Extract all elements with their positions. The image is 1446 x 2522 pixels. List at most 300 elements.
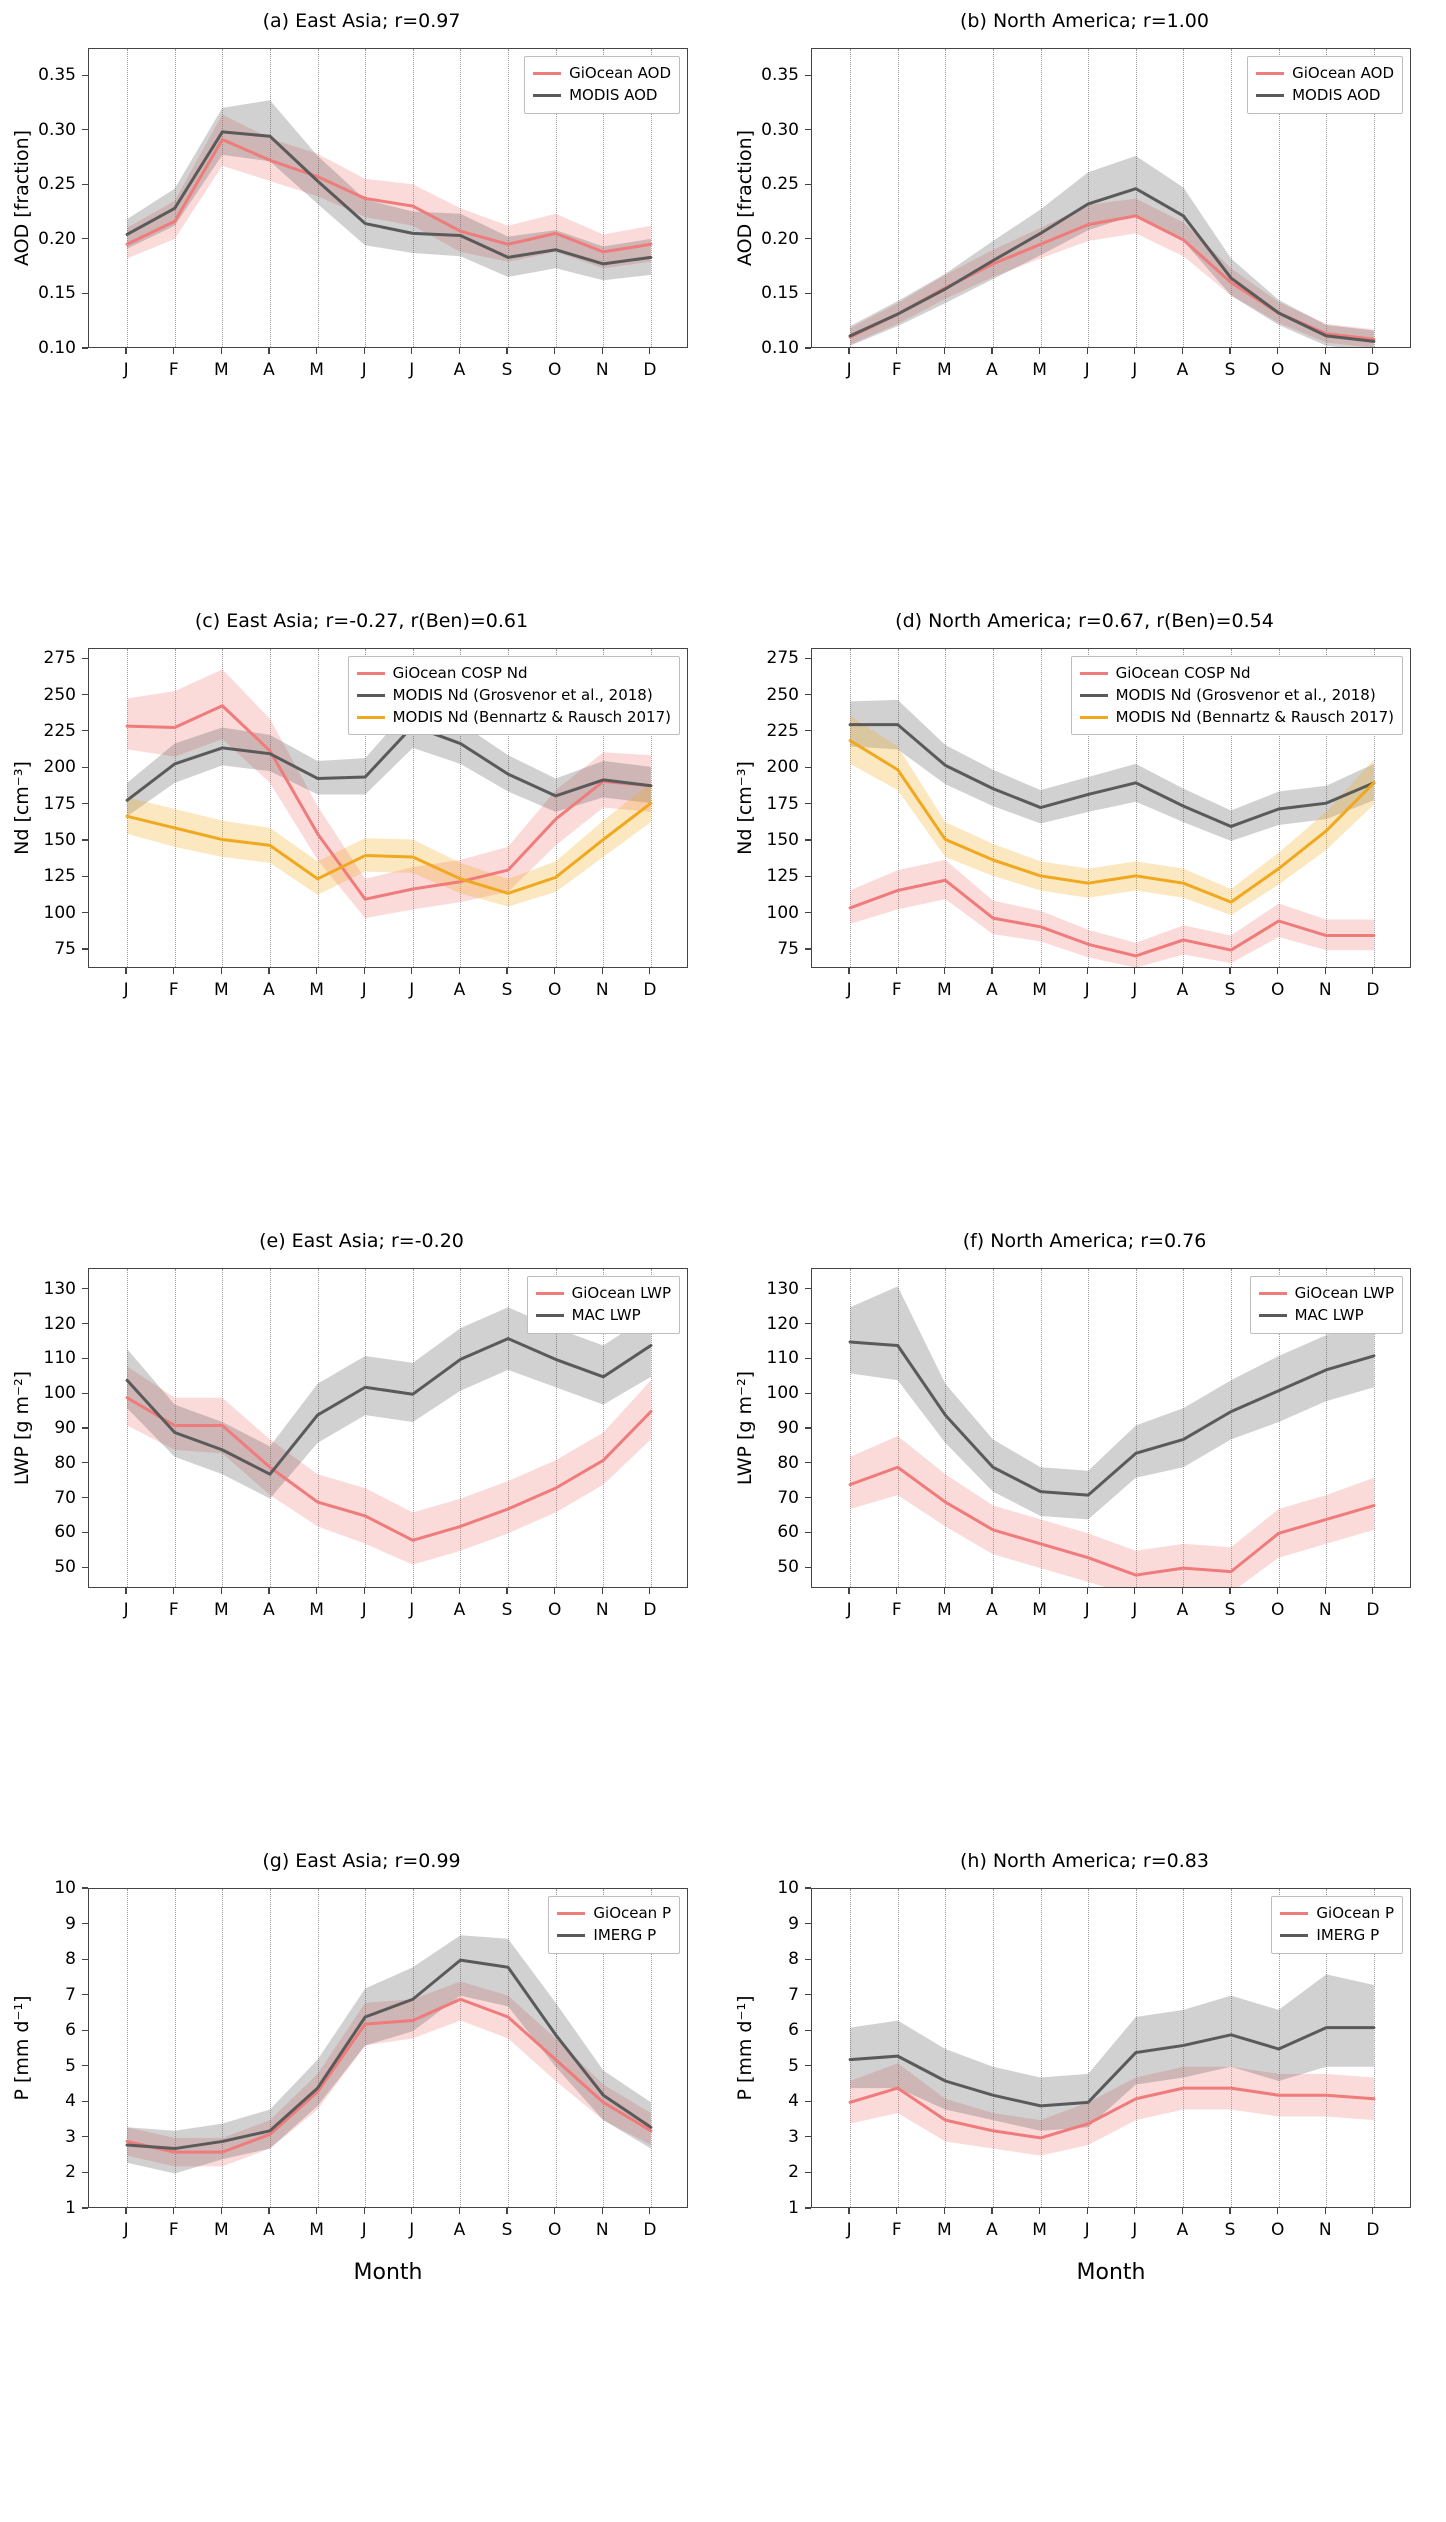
x-tick-label: J (1084, 1600, 1090, 1620)
x-tick-mark (411, 2208, 412, 2214)
x-tick-label: A (453, 2220, 466, 2240)
y-tick-mark (82, 1462, 88, 1463)
legend-swatch (1080, 694, 1108, 697)
x-tick-label: F (168, 360, 179, 380)
x-tick-label: M (1032, 360, 1047, 380)
x-tick-label: A (263, 360, 275, 380)
y-tick-label: 1 (65, 2198, 76, 2218)
legend-swatch (357, 672, 385, 675)
legend-item (1259, 1305, 1394, 1327)
y-tick-label: 0.20 (761, 228, 799, 249)
legend-swatch (1256, 72, 1284, 75)
x-tick-label: F (891, 980, 902, 1000)
x-tick-label: S (1224, 980, 1236, 1000)
x-tick-label: D (1366, 980, 1380, 1000)
chart-panel-f (723, 1220, 1446, 1840)
x-tick-mark (649, 2208, 650, 2214)
legend-swatch (1280, 1912, 1308, 1915)
x-tick-label: J (1084, 980, 1090, 1000)
x-axis-label-h: Month (1076, 2260, 1146, 2285)
legend-swatch (536, 1292, 564, 1295)
x-tick-mark (1039, 1588, 1040, 1594)
x-tick-mark (896, 1588, 897, 1594)
x-tick-label: J (1132, 360, 1138, 380)
y-tick-mark (805, 1994, 811, 1995)
y-tick-mark (82, 730, 88, 731)
y-tick-mark (805, 658, 811, 659)
y-tick-label: 100 (766, 1383, 799, 1404)
x-tick-mark (1134, 1588, 1135, 1594)
x-tick-label: M (309, 1600, 324, 1620)
y-tick-mark (82, 1567, 88, 1568)
x-tick-label: M (1032, 980, 1047, 1000)
y-tick-mark (82, 694, 88, 695)
x-tick-mark (1277, 2208, 1278, 2214)
x-tick-label: F (891, 2220, 902, 2240)
y-tick-label: 3 (65, 2126, 76, 2147)
y-tick-label: 0.10 (38, 338, 76, 358)
y-tick-label: 80 (777, 1452, 799, 1473)
x-tick-label: J (409, 2220, 415, 2240)
y-tick-label: 225 (43, 720, 76, 741)
y-tick-label: 10 (54, 1878, 76, 1898)
y-tick-mark (82, 1427, 88, 1428)
y-tick-label: 5 (65, 2055, 76, 2076)
legend-item (1280, 1925, 1394, 1947)
x-tick-mark (944, 968, 945, 974)
panel-title-d: (d) North America; r=0.67, r(Ben)=0.54 (895, 610, 1274, 632)
x-tick-mark (221, 2208, 222, 2214)
x-tick-mark (848, 1588, 849, 1594)
x-tick-label: J (361, 980, 367, 1000)
x-tick-mark (848, 968, 849, 974)
x-tick-mark (554, 348, 555, 354)
legend-e (527, 1276, 680, 1334)
x-tick-mark (1182, 348, 1183, 354)
x-tick-mark (125, 2208, 126, 2214)
y-tick-mark (82, 912, 88, 913)
x-tick-label: S (501, 1600, 513, 1620)
legend-item (1080, 663, 1394, 685)
y-tick-mark (805, 1427, 811, 1428)
x-tick-mark (459, 348, 460, 354)
y-tick-mark (82, 2136, 88, 2137)
legend-swatch (1259, 1314, 1287, 1317)
y-tick-label: 2 (65, 2162, 76, 2183)
y-tick-mark (82, 2207, 88, 2208)
x-tick-mark (1182, 2208, 1183, 2214)
y-tick-mark (82, 1532, 88, 1533)
x-tick-label: A (1176, 1600, 1189, 1620)
legend-label: MODIS AOD (569, 85, 658, 104)
y-tick-mark (805, 1323, 811, 1324)
y-tick-mark (82, 658, 88, 659)
legend-item (357, 707, 671, 729)
legend-swatch (1259, 1292, 1287, 1295)
legend-g (548, 1896, 680, 1954)
x-tick-label: F (891, 1600, 902, 1620)
x-tick-mark (268, 968, 269, 974)
x-tick-label: M (309, 980, 324, 1000)
y-tick-mark (805, 1288, 811, 1289)
x-tick-label: D (643, 360, 657, 380)
x-tick-mark (991, 2208, 992, 2214)
y-tick-label: 5 (788, 2055, 799, 2076)
y-tick-mark (82, 2030, 88, 2031)
x-tick-mark (944, 1588, 945, 1594)
y-tick-mark (82, 839, 88, 840)
x-tick-mark (649, 348, 650, 354)
x-tick-label: J (123, 360, 129, 380)
y-tick-mark (82, 75, 88, 76)
y-tick-label: 250 (43, 684, 76, 705)
x-tick-label: S (1224, 360, 1236, 380)
x-tick-label: J (123, 1600, 129, 1620)
y-tick-mark (82, 293, 88, 294)
x-tick-label: A (453, 360, 466, 380)
x-tick-mark (602, 2208, 603, 2214)
x-tick-label: A (263, 2220, 275, 2240)
y-axis-label-b: AOD [fraction] (734, 129, 756, 267)
y-tick-label: 110 (43, 1348, 76, 1369)
y-tick-mark (805, 1462, 811, 1463)
panel-title-h: (h) North America; r=0.83 (960, 1850, 1209, 1872)
x-tick-mark (364, 968, 365, 974)
x-tick-mark (1229, 1588, 1230, 1594)
y-tick-label: 9 (65, 1913, 76, 1934)
legend-label: GiOcean COSP Nd (1115, 664, 1251, 682)
y-tick-label: 275 (766, 648, 799, 669)
x-tick-mark (268, 1588, 269, 1594)
legend-item (357, 663, 671, 685)
x-tick-mark (1372, 968, 1373, 974)
y-tick-label: 6 (788, 2020, 799, 2041)
x-tick-label: M (213, 360, 229, 380)
y-tick-mark (82, 238, 88, 239)
x-tick-mark (221, 1588, 222, 1594)
y-axis-label-g: P [mm d⁻¹] (11, 1995, 33, 2101)
y-tick-label: 0.25 (761, 174, 799, 195)
x-tick-label: N (1318, 2220, 1332, 2240)
y-tick-label: 0.10 (761, 338, 799, 358)
x-tick-label: A (986, 1600, 998, 1620)
x-tick-label: J (1084, 360, 1090, 380)
x-tick-label: N (1318, 980, 1332, 1000)
x-tick-mark (1134, 2208, 1135, 2214)
y-tick-label: 4 (788, 2091, 799, 2112)
x-tick-mark (1087, 968, 1088, 974)
legend-item (1080, 685, 1394, 707)
x-tick-mark (411, 348, 412, 354)
legend-label: GiOcean AOD (1292, 64, 1394, 82)
y-tick-label: 0.35 (38, 65, 76, 86)
y-tick-mark (805, 2172, 811, 2173)
y-tick-mark (805, 1887, 811, 1888)
y-tick-mark (805, 1497, 811, 1498)
y-axis-label-f: LWP [g m⁻²] (734, 1370, 756, 1486)
y-tick-label: 125 (766, 866, 799, 887)
y-tick-label: 100 (43, 1383, 76, 1404)
y-tick-label: 250 (766, 684, 799, 705)
y-tick-label: 150 (766, 830, 799, 850)
x-tick-mark (1039, 2208, 1040, 2214)
chart-panel-h (723, 1840, 1446, 2522)
legend-label: GiOcean P (1316, 1904, 1394, 1922)
x-tick-label: J (409, 1600, 415, 1620)
x-axis-label-g: Month (353, 2260, 423, 2285)
legend-h (1271, 1896, 1403, 1954)
x-tick-label: A (1176, 980, 1189, 1000)
y-tick-label: 90 (777, 1418, 799, 1438)
legend-swatch (533, 72, 561, 75)
y-tick-mark (805, 184, 811, 185)
y-tick-label: 7 (65, 1984, 76, 2005)
y-tick-label: 0.15 (38, 283, 76, 304)
y-tick-mark (805, 347, 811, 348)
y-tick-label: 150 (43, 830, 76, 850)
x-tick-label: A (986, 2220, 998, 2240)
y-tick-label: 60 (54, 1522, 76, 1543)
x-tick-label: J (846, 360, 852, 380)
y-tick-label: 50 (777, 1557, 799, 1578)
x-tick-label: J (1132, 1600, 1138, 1620)
x-tick-mark (125, 1588, 126, 1594)
x-tick-label: J (846, 1600, 852, 1620)
x-tick-mark (316, 1588, 317, 1594)
x-tick-label: J (1132, 980, 1138, 1000)
legend-swatch (536, 1314, 564, 1317)
x-tick-label: J (846, 2220, 852, 2240)
x-tick-label: J (361, 2220, 367, 2240)
y-tick-mark (82, 1497, 88, 1498)
legend-label: GiOcean LWP (1294, 1284, 1394, 1302)
x-tick-mark (1325, 348, 1326, 354)
y-tick-mark (805, 767, 811, 768)
chart-panel-a (0, 0, 723, 600)
x-tick-label: A (263, 1600, 275, 1620)
y-tick-mark (82, 948, 88, 949)
y-tick-mark (805, 2065, 811, 2066)
legend-label: GiOcean COSP Nd (392, 664, 528, 682)
x-tick-mark (316, 968, 317, 974)
y-tick-mark (82, 1358, 88, 1359)
y-tick-mark (805, 1393, 811, 1394)
x-tick-mark (125, 968, 126, 974)
legend-b (1247, 56, 1403, 114)
x-tick-mark (1372, 2208, 1373, 2214)
x-tick-mark (602, 968, 603, 974)
x-tick-label: D (1366, 360, 1380, 380)
x-tick-mark (944, 348, 945, 354)
y-tick-label: 75 (777, 939, 799, 960)
y-tick-mark (82, 2065, 88, 2066)
y-tick-label: 0.20 (38, 228, 76, 249)
y-tick-label: 0.15 (761, 283, 799, 304)
panel-title-b: (b) North America; r=1.00 (960, 10, 1209, 32)
y-tick-label: 0.30 (38, 119, 76, 140)
x-tick-label: S (1224, 2220, 1236, 2240)
y-axis-label-a: AOD [fraction] (11, 129, 33, 267)
legend-label: MAC LWP (571, 1305, 641, 1324)
x-tick-label: J (123, 980, 129, 1000)
legend-swatch (357, 694, 385, 697)
x-tick-label: A (1176, 360, 1189, 380)
x-tick-mark (554, 1588, 555, 1594)
legend-label: GiOcean LWP (571, 1284, 671, 1302)
x-tick-label: N (595, 980, 609, 1000)
x-tick-label: S (501, 360, 513, 380)
x-tick-mark (848, 2208, 849, 2214)
x-tick-mark (316, 2208, 317, 2214)
x-tick-label: J (361, 1600, 367, 1620)
chart-panel-d (723, 600, 1446, 1220)
y-tick-mark (805, 803, 811, 804)
legend-swatch (1256, 94, 1284, 97)
y-tick-label: 50 (54, 1557, 76, 1578)
x-tick-mark (896, 2208, 897, 2214)
x-tick-mark (459, 2208, 460, 2214)
y-tick-label: 275 (43, 648, 76, 669)
x-tick-mark (364, 348, 365, 354)
y-tick-label: 120 (766, 1313, 799, 1334)
legend-item (1256, 85, 1394, 107)
x-tick-mark (991, 968, 992, 974)
y-tick-label: 75 (54, 939, 76, 960)
legend-item (557, 1925, 671, 1947)
chart-panel-b (723, 0, 1446, 600)
x-tick-label: O (547, 2220, 562, 2240)
y-tick-label: 1 (788, 2198, 799, 2218)
x-tick-label: D (643, 1600, 657, 1620)
y-tick-label: 100 (43, 902, 76, 923)
legend-label: MODIS Nd (Grosvenor et al., 2018) (1115, 685, 1376, 704)
x-tick-mark (1229, 348, 1230, 354)
y-tick-label: 8 (788, 1949, 799, 1970)
y-tick-mark (82, 1393, 88, 1394)
x-tick-mark (1277, 968, 1278, 974)
y-tick-mark (805, 694, 811, 695)
x-tick-label: J (846, 980, 852, 1000)
y-tick-label: 130 (43, 1278, 76, 1299)
legend-label: MODIS Nd (Grosvenor et al., 2018) (392, 685, 653, 704)
x-tick-label: D (1366, 1600, 1380, 1620)
y-tick-mark (82, 1994, 88, 1995)
legend-label: IMERG P (593, 1925, 657, 1944)
x-tick-mark (364, 2208, 365, 2214)
chart-panel-g (0, 1840, 723, 2522)
x-tick-mark (1277, 348, 1278, 354)
x-tick-label: M (309, 2220, 324, 2240)
x-tick-mark (125, 348, 126, 354)
x-tick-label: J (1132, 2220, 1138, 2240)
y-tick-mark (82, 876, 88, 877)
y-tick-mark (82, 1923, 88, 1924)
y-tick-mark (82, 129, 88, 130)
legend-item (1259, 1283, 1394, 1305)
chart-panel-c (0, 600, 723, 1220)
legend-item (536, 1283, 671, 1305)
y-tick-mark (82, 767, 88, 768)
y-tick-label: 175 (43, 793, 76, 814)
x-tick-mark (1229, 968, 1230, 974)
y-axis-label-c: Nd [cm⁻³] (11, 761, 33, 855)
legend-label: MODIS Nd (Bennartz & Rausch 2017) (1115, 707, 1394, 726)
y-tick-mark (805, 948, 811, 949)
legend-swatch (357, 716, 385, 719)
y-tick-label: 225 (766, 720, 799, 741)
y-axis-label-e: LWP [g m⁻²] (11, 1370, 33, 1486)
legend-label: MAC LWP (1294, 1305, 1364, 1324)
x-tick-label: O (547, 980, 562, 1000)
x-tick-mark (173, 968, 174, 974)
x-tick-label: O (1270, 980, 1285, 1000)
x-tick-mark (268, 348, 269, 354)
y-tick-mark (805, 129, 811, 130)
legend-d (1071, 656, 1403, 735)
legend-c (348, 656, 680, 735)
y-tick-label: 0.30 (761, 119, 799, 140)
x-tick-label: D (643, 980, 657, 1000)
y-tick-label: 80 (54, 1452, 76, 1473)
y-tick-label: 60 (777, 1522, 799, 1543)
y-tick-mark (805, 1358, 811, 1359)
legend-label: GiOcean AOD (569, 64, 671, 82)
y-tick-mark (82, 184, 88, 185)
x-tick-mark (1039, 968, 1040, 974)
y-tick-mark (805, 1532, 811, 1533)
y-axis-label-d: Nd [cm⁻³] (734, 761, 756, 855)
x-tick-label: F (168, 980, 179, 1000)
x-tick-label: N (595, 2220, 609, 2240)
panel-title-e: (e) East Asia; r=-0.20 (259, 1230, 464, 1252)
x-tick-mark (1277, 1588, 1278, 1594)
x-tick-label: J (1084, 2220, 1090, 2240)
x-tick-mark (649, 968, 650, 974)
x-tick-label: M (213, 1600, 229, 1620)
x-tick-mark (602, 348, 603, 354)
x-tick-label: J (361, 360, 367, 380)
legend-item (533, 63, 671, 85)
x-tick-mark (896, 348, 897, 354)
y-tick-label: 70 (777, 1487, 799, 1508)
x-tick-label: M (936, 980, 952, 1000)
x-tick-mark (506, 1588, 507, 1594)
y-tick-mark (82, 1959, 88, 1960)
x-tick-label: O (547, 360, 562, 380)
x-tick-label: O (547, 1600, 562, 1620)
y-tick-mark (82, 2101, 88, 2102)
y-tick-mark (805, 1959, 811, 1960)
y-tick-mark (805, 1923, 811, 1924)
x-tick-mark (1372, 348, 1373, 354)
x-tick-mark (1087, 1588, 1088, 1594)
x-tick-mark (221, 348, 222, 354)
x-tick-mark (1182, 968, 1183, 974)
y-tick-label: 175 (766, 793, 799, 814)
x-tick-mark (411, 1588, 412, 1594)
x-tick-mark (649, 1588, 650, 1594)
y-tick-mark (805, 1567, 811, 1568)
legend-label: MODIS AOD (1292, 85, 1381, 104)
x-tick-mark (554, 968, 555, 974)
y-tick-mark (805, 75, 811, 76)
x-tick-mark (268, 2208, 269, 2214)
x-tick-label: N (1318, 360, 1332, 380)
x-tick-label: N (595, 1600, 609, 1620)
x-tick-label: M (1032, 1600, 1047, 1620)
x-tick-label: F (168, 1600, 179, 1620)
x-tick-label: M (1032, 2220, 1047, 2240)
